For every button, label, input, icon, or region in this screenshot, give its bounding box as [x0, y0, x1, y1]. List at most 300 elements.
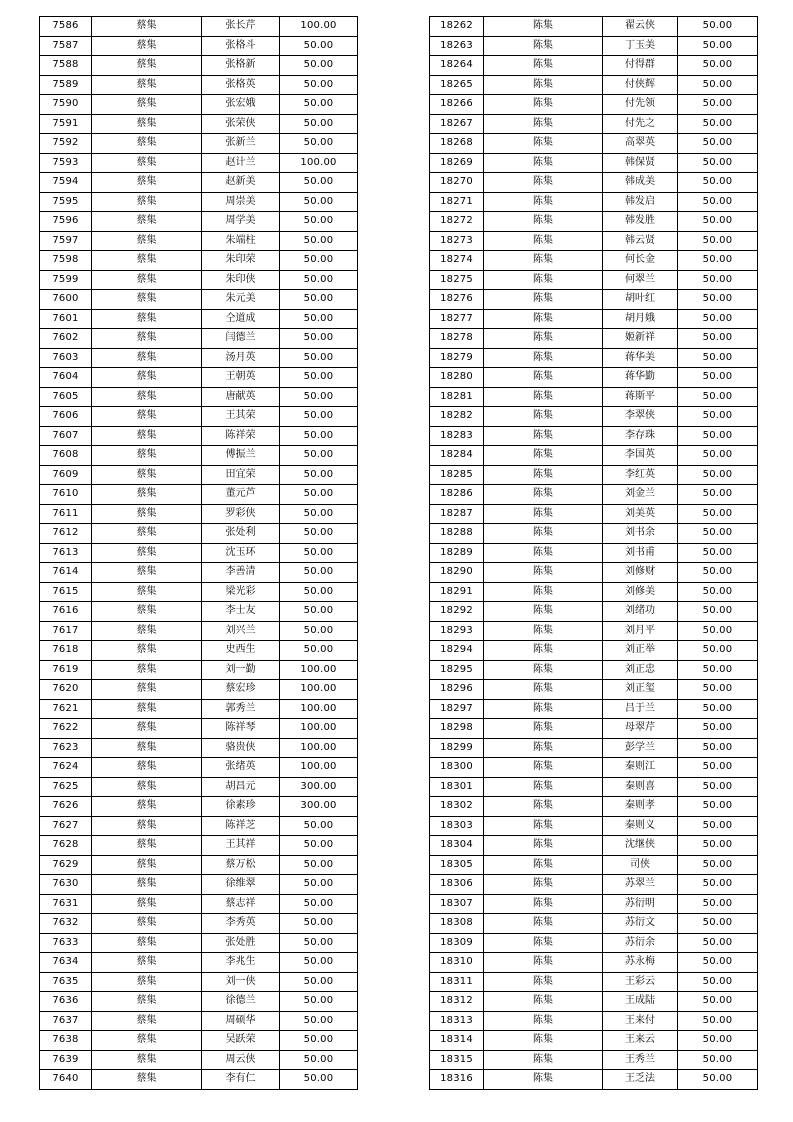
name-cell: 刘正忠 — [603, 660, 678, 680]
table-row — [430, 621, 758, 641]
amount-cell: 50.00 — [678, 602, 758, 622]
name-cell: 苏永梅 — [603, 953, 678, 973]
amount-cell: 50.00 — [678, 699, 758, 719]
name-cell: 李士友 — [202, 602, 280, 622]
village-cell: 蔡集 — [92, 485, 202, 505]
village-cell: 蔡集 — [92, 290, 202, 310]
name-cell: 刘绪功 — [603, 602, 678, 622]
table-row — [40, 836, 358, 856]
village-cell: 陈集 — [484, 173, 603, 193]
name-cell: 付先领 — [603, 95, 678, 115]
table-row — [430, 134, 758, 154]
amount-cell: 50.00 — [280, 953, 358, 973]
village-cell: 蔡集 — [92, 465, 202, 485]
table-row — [40, 680, 358, 700]
name-cell: 蒋斯平 — [603, 387, 678, 407]
village-cell: 陈集 — [484, 621, 603, 641]
amount-cell: 50.00 — [678, 231, 758, 251]
name-cell: 闫德兰 — [202, 329, 280, 349]
id-cell: 7632 — [40, 914, 92, 934]
id-cell: 18316 — [430, 1070, 484, 1090]
name-cell: 苏翠兰 — [603, 875, 678, 895]
id-cell: 7639 — [40, 1050, 92, 1070]
name-cell: 蔡志祥 — [202, 894, 280, 914]
name-cell: 王来云 — [603, 1031, 678, 1051]
name-cell: 李存珠 — [603, 426, 678, 446]
village-cell: 陈集 — [484, 17, 603, 37]
name-cell: 罗彩侠 — [202, 504, 280, 524]
amount-cell: 100.00 — [280, 719, 358, 739]
village-cell: 蔡集 — [92, 660, 202, 680]
id-cell: 7586 — [40, 17, 92, 37]
table-row — [430, 75, 758, 95]
table-row — [430, 114, 758, 134]
amount-cell: 50.00 — [280, 134, 358, 154]
table-row — [40, 524, 358, 544]
id-cell: 18297 — [430, 699, 484, 719]
id-cell: 7600 — [40, 290, 92, 310]
amount-cell: 50.00 — [280, 290, 358, 310]
table-row — [40, 134, 358, 154]
amount-cell: 50.00 — [280, 641, 358, 661]
name-cell: 司侠 — [603, 855, 678, 875]
table-row — [430, 173, 758, 193]
village-cell: 陈集 — [484, 933, 603, 953]
village-cell: 蔡集 — [92, 231, 202, 251]
name-cell: 蔡宏珍 — [202, 680, 280, 700]
village-cell: 蔡集 — [92, 797, 202, 817]
table-row — [430, 738, 758, 758]
village-cell: 蔡集 — [92, 758, 202, 778]
name-cell: 付侠辉 — [603, 75, 678, 95]
table-row — [430, 153, 758, 173]
amount-cell: 50.00 — [678, 309, 758, 329]
id-cell: 7629 — [40, 855, 92, 875]
id-cell: 18302 — [430, 797, 484, 817]
name-cell: 仝道成 — [202, 309, 280, 329]
name-cell: 史西生 — [202, 641, 280, 661]
name-cell: 韩云贤 — [603, 231, 678, 251]
village-cell: 蔡集 — [92, 992, 202, 1012]
id-cell: 7590 — [40, 95, 92, 115]
amount-cell: 50.00 — [678, 348, 758, 368]
amount-cell: 100.00 — [280, 153, 358, 173]
name-cell: 刘一勤 — [202, 660, 280, 680]
village-cell: 蔡集 — [92, 504, 202, 524]
table-row — [40, 309, 358, 329]
name-cell: 李翠侠 — [603, 407, 678, 427]
table-row — [430, 797, 758, 817]
table-row — [430, 914, 758, 934]
id-cell: 18268 — [430, 134, 484, 154]
table-row — [40, 758, 358, 778]
id-cell: 7605 — [40, 387, 92, 407]
village-cell: 蔡集 — [92, 875, 202, 895]
amount-cell: 50.00 — [678, 563, 758, 583]
name-cell: 蔡万松 — [202, 855, 280, 875]
amount-cell: 50.00 — [678, 368, 758, 388]
name-cell: 吕于兰 — [603, 699, 678, 719]
name-cell: 张处利 — [202, 524, 280, 544]
amount-cell: 100.00 — [280, 738, 358, 758]
name-cell: 王其荣 — [202, 407, 280, 427]
name-cell: 姬新祥 — [603, 329, 678, 349]
amount-cell: 50.00 — [678, 212, 758, 232]
id-cell: 18299 — [430, 738, 484, 758]
id-cell: 7627 — [40, 816, 92, 836]
village-cell: 蔡集 — [92, 192, 202, 212]
table-row — [40, 1050, 358, 1070]
amount-cell: 50.00 — [280, 933, 358, 953]
table-row — [40, 933, 358, 953]
amount-cell: 50.00 — [678, 953, 758, 973]
id-cell: 7618 — [40, 641, 92, 661]
name-cell: 周云侠 — [202, 1050, 280, 1070]
village-cell: 陈集 — [484, 875, 603, 895]
table-row — [430, 660, 758, 680]
amount-cell: 300.00 — [280, 777, 358, 797]
village-cell: 陈集 — [484, 1011, 603, 1031]
name-cell: 蒋华勤 — [603, 368, 678, 388]
name-cell: 周崇美 — [202, 192, 280, 212]
id-cell: 7599 — [40, 270, 92, 290]
id-cell: 18262 — [430, 17, 484, 37]
id-cell: 7624 — [40, 758, 92, 778]
amount-cell: 50.00 — [280, 368, 358, 388]
id-cell: 18309 — [430, 933, 484, 953]
village-cell: 蔡集 — [92, 1070, 202, 1090]
amount-cell: 50.00 — [280, 231, 358, 251]
id-cell: 7626 — [40, 797, 92, 817]
table-row — [430, 602, 758, 622]
name-cell: 韩发胜 — [603, 212, 678, 232]
amount-cell: 50.00 — [678, 543, 758, 563]
name-cell: 陈祥荣 — [202, 426, 280, 446]
amount-cell: 50.00 — [678, 17, 758, 37]
id-cell: 18301 — [430, 777, 484, 797]
amount-cell: 50.00 — [678, 719, 758, 739]
amount-cell: 50.00 — [678, 446, 758, 466]
amount-cell: 50.00 — [280, 192, 358, 212]
amount-cell: 300.00 — [280, 797, 358, 817]
id-cell: 18305 — [430, 855, 484, 875]
id-cell: 7638 — [40, 1031, 92, 1051]
name-cell: 胡月娥 — [603, 309, 678, 329]
id-cell: 18265 — [430, 75, 484, 95]
amount-cell: 50.00 — [678, 134, 758, 154]
table-row — [430, 972, 758, 992]
id-cell: 7620 — [40, 680, 92, 700]
name-cell: 韩发启 — [603, 192, 678, 212]
village-cell: 蔡集 — [92, 270, 202, 290]
id-cell: 7587 — [40, 36, 92, 56]
id-cell: 18292 — [430, 602, 484, 622]
village-cell: 蔡集 — [92, 134, 202, 154]
village-cell: 陈集 — [484, 153, 603, 173]
table-row — [430, 426, 758, 446]
table-row — [40, 777, 358, 797]
id-cell: 7589 — [40, 75, 92, 95]
amount-cell: 50.00 — [678, 582, 758, 602]
amount-cell: 50.00 — [678, 914, 758, 934]
name-cell: 刘书余 — [603, 524, 678, 544]
village-cell: 陈集 — [484, 56, 603, 76]
amount-cell: 50.00 — [678, 36, 758, 56]
id-cell: 18308 — [430, 914, 484, 934]
table-row — [40, 582, 358, 602]
name-cell: 赵新美 — [202, 173, 280, 193]
village-cell: 陈集 — [484, 134, 603, 154]
amount-cell: 50.00 — [280, 56, 358, 76]
id-cell: 7635 — [40, 972, 92, 992]
id-cell: 18315 — [430, 1050, 484, 1070]
table-row — [430, 933, 758, 953]
table-row — [430, 836, 758, 856]
id-cell: 18294 — [430, 641, 484, 661]
amount-cell: 50.00 — [280, 894, 358, 914]
name-cell: 王来付 — [603, 1011, 678, 1031]
amount-cell: 50.00 — [280, 602, 358, 622]
village-cell: 陈集 — [484, 797, 603, 817]
village-cell: 陈集 — [484, 387, 603, 407]
village-cell: 蔡集 — [92, 36, 202, 56]
table-row — [430, 894, 758, 914]
village-cell: 陈集 — [484, 251, 603, 271]
table-row — [40, 914, 358, 934]
id-cell: 18298 — [430, 719, 484, 739]
village-cell: 蔡集 — [92, 368, 202, 388]
id-cell: 18264 — [430, 56, 484, 76]
id-cell: 18281 — [430, 387, 484, 407]
table-row — [430, 56, 758, 76]
village-cell: 陈集 — [484, 446, 603, 466]
id-cell: 18273 — [430, 231, 484, 251]
amount-cell: 50.00 — [280, 426, 358, 446]
name-cell: 张格英 — [202, 75, 280, 95]
id-cell: 7615 — [40, 582, 92, 602]
name-cell: 刘书甫 — [603, 543, 678, 563]
id-cell: 18267 — [430, 114, 484, 134]
table-row — [430, 309, 758, 329]
table-row — [430, 192, 758, 212]
village-cell: 蔡集 — [92, 251, 202, 271]
table-row — [430, 1070, 758, 1090]
amount-cell: 50.00 — [280, 1070, 358, 1090]
amount-cell: 50.00 — [678, 504, 758, 524]
amount-cell: 50.00 — [280, 36, 358, 56]
table-row — [40, 894, 358, 914]
village-cell: 陈集 — [484, 582, 603, 602]
table-row — [430, 680, 758, 700]
name-cell: 秦则喜 — [603, 777, 678, 797]
id-cell: 7604 — [40, 368, 92, 388]
village-cell: 陈集 — [484, 504, 603, 524]
name-cell: 李国英 — [603, 446, 678, 466]
name-cell: 张新兰 — [202, 134, 280, 154]
table-row — [430, 641, 758, 661]
table-row — [40, 290, 358, 310]
table-row — [430, 777, 758, 797]
name-cell: 王其祥 — [202, 836, 280, 856]
table-row — [430, 17, 758, 37]
name-cell: 苏衍余 — [603, 933, 678, 953]
amount-cell: 100.00 — [280, 758, 358, 778]
id-cell: 18311 — [430, 972, 484, 992]
table-row — [40, 192, 358, 212]
id-cell: 18271 — [430, 192, 484, 212]
village-cell: 蔡集 — [92, 894, 202, 914]
name-cell: 张格斗 — [202, 36, 280, 56]
name-cell: 周学美 — [202, 212, 280, 232]
id-cell: 7619 — [40, 660, 92, 680]
name-cell: 彭学兰 — [603, 738, 678, 758]
table-row — [40, 36, 358, 56]
name-cell: 张格新 — [202, 56, 280, 76]
amount-cell: 50.00 — [280, 1050, 358, 1070]
name-cell: 李红英 — [603, 465, 678, 485]
village-cell: 陈集 — [484, 231, 603, 251]
table-row — [40, 719, 358, 739]
id-cell: 18270 — [430, 173, 484, 193]
table-row — [40, 56, 358, 76]
name-cell: 高翠英 — [603, 134, 678, 154]
id-cell: 7622 — [40, 719, 92, 739]
amount-cell: 50.00 — [280, 465, 358, 485]
name-cell: 刘一侠 — [202, 972, 280, 992]
table-row — [40, 485, 358, 505]
table-row — [430, 1011, 758, 1031]
village-cell: 陈集 — [484, 426, 603, 446]
id-cell: 7608 — [40, 446, 92, 466]
amount-cell: 50.00 — [678, 329, 758, 349]
table-body — [430, 17, 758, 1090]
table-row — [40, 407, 358, 427]
id-cell: 18290 — [430, 563, 484, 583]
name-cell: 韩成美 — [603, 173, 678, 193]
village-cell: 陈集 — [484, 270, 603, 290]
table-row — [40, 426, 358, 446]
id-cell: 7598 — [40, 251, 92, 271]
table-body — [40, 17, 358, 1090]
table-row — [40, 543, 358, 563]
village-cell: 蔡集 — [92, 387, 202, 407]
name-cell: 刘美英 — [603, 504, 678, 524]
name-cell: 李有仁 — [202, 1070, 280, 1090]
name-cell: 付先之 — [603, 114, 678, 134]
amount-cell: 50.00 — [678, 75, 758, 95]
table-row — [430, 368, 758, 388]
name-cell: 沈继侠 — [603, 836, 678, 856]
table-row — [40, 114, 358, 134]
village-cell: 陈集 — [484, 816, 603, 836]
village-cell: 陈集 — [484, 758, 603, 778]
village-cell: 陈集 — [484, 563, 603, 583]
amount-cell: 50.00 — [678, 660, 758, 680]
name-cell: 刘月平 — [603, 621, 678, 641]
amount-cell: 50.00 — [280, 407, 358, 427]
village-cell: 蔡集 — [92, 426, 202, 446]
table-row — [430, 992, 758, 1012]
village-cell: 蔡集 — [92, 1050, 202, 1070]
id-cell: 7593 — [40, 153, 92, 173]
village-cell: 蔡集 — [92, 95, 202, 115]
table-row — [40, 797, 358, 817]
village-cell: 蔡集 — [92, 543, 202, 563]
village-cell: 陈集 — [484, 348, 603, 368]
name-cell: 刘正举 — [603, 641, 678, 661]
table-row — [40, 95, 358, 115]
table-row — [40, 953, 358, 973]
name-cell: 刘修美 — [603, 582, 678, 602]
amount-cell: 50.00 — [280, 348, 358, 368]
amount-cell: 50.00 — [678, 1050, 758, 1070]
id-cell: 7606 — [40, 407, 92, 427]
name-cell: 周硕华 — [202, 1011, 280, 1031]
id-cell: 18310 — [430, 953, 484, 973]
table-row — [40, 563, 358, 583]
amount-cell: 50.00 — [678, 524, 758, 544]
name-cell: 刘修财 — [603, 563, 678, 583]
id-cell: 18284 — [430, 446, 484, 466]
name-cell: 徐素珍 — [202, 797, 280, 817]
table-row — [430, 719, 758, 739]
id-cell: 7591 — [40, 114, 92, 134]
table-row — [430, 36, 758, 56]
village-cell: 陈集 — [484, 914, 603, 934]
name-cell: 郭秀兰 — [202, 699, 280, 719]
village-cell: 陈集 — [484, 699, 603, 719]
roster-table-left — [39, 16, 358, 1090]
id-cell: 18279 — [430, 348, 484, 368]
table-row — [40, 387, 358, 407]
id-cell: 18278 — [430, 329, 484, 349]
village-cell: 蔡集 — [92, 602, 202, 622]
id-cell: 18272 — [430, 212, 484, 232]
table-row — [40, 212, 358, 232]
table-row — [430, 231, 758, 251]
table-row — [430, 329, 758, 349]
name-cell: 何翠兰 — [603, 270, 678, 290]
village-cell: 蔡集 — [92, 719, 202, 739]
table-row — [40, 855, 358, 875]
id-cell: 7631 — [40, 894, 92, 914]
village-cell: 蔡集 — [92, 777, 202, 797]
roster-table-right — [429, 16, 758, 1090]
table-row — [430, 348, 758, 368]
village-cell: 陈集 — [484, 1050, 603, 1070]
amount-cell: 50.00 — [678, 1031, 758, 1051]
amount-cell: 50.00 — [280, 270, 358, 290]
name-cell: 沈玉环 — [202, 543, 280, 563]
name-cell: 王乏法 — [603, 1070, 678, 1090]
id-cell: 7617 — [40, 621, 92, 641]
amount-cell: 50.00 — [678, 485, 758, 505]
id-cell: 18287 — [430, 504, 484, 524]
village-cell: 陈集 — [484, 894, 603, 914]
name-cell: 王彩云 — [603, 972, 678, 992]
amount-cell: 50.00 — [280, 75, 358, 95]
table-row — [40, 875, 358, 895]
table-row — [430, 446, 758, 466]
amount-cell: 100.00 — [280, 699, 358, 719]
amount-cell: 50.00 — [678, 114, 758, 134]
table-row — [40, 992, 358, 1012]
table-row — [430, 953, 758, 973]
amount-cell: 50.00 — [678, 875, 758, 895]
amount-cell: 50.00 — [678, 777, 758, 797]
id-cell: 18276 — [430, 290, 484, 310]
id-cell: 7625 — [40, 777, 92, 797]
